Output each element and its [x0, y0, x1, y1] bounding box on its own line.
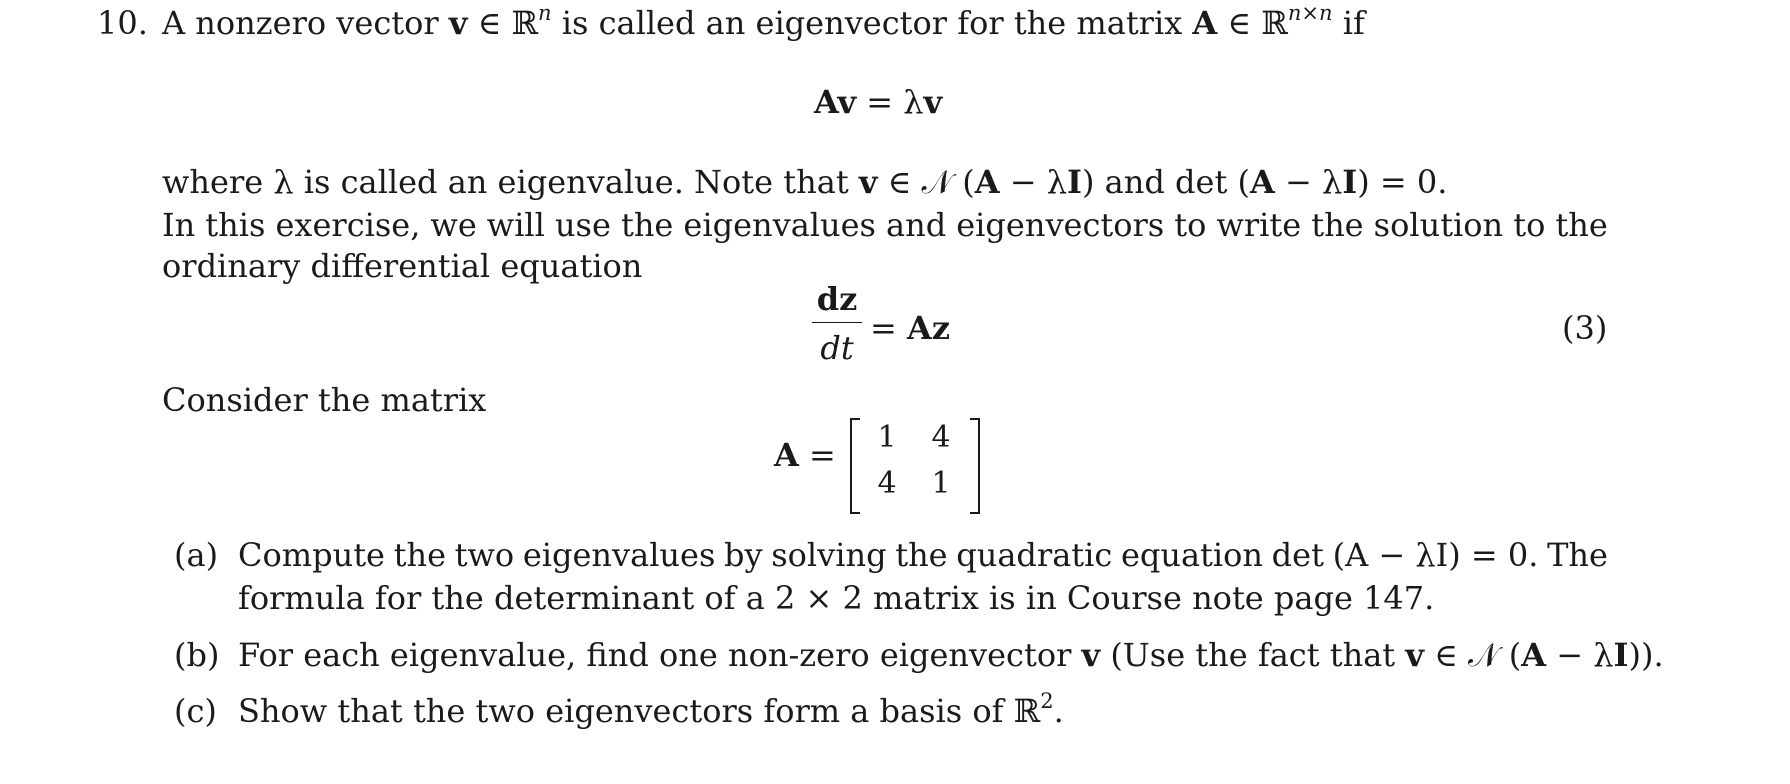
vector-v: v [448, 4, 468, 42]
exercise-line-2: ordinary differential equation [162, 247, 643, 285]
part-b-v2: v [1405, 636, 1424, 674]
part-b-label: (b) [174, 636, 220, 674]
word: the [1555, 206, 1608, 244]
equation-number: (3) [1562, 309, 1608, 347]
word: eigenvalues [522, 536, 716, 574]
right-bracket [970, 418, 980, 514]
word: the [393, 536, 447, 574]
word: solving [771, 536, 887, 574]
part-b-v1: v [1081, 636, 1101, 674]
word: use [554, 206, 611, 244]
word: exercise, [275, 206, 421, 244]
eq1-lhs: Av [814, 83, 857, 121]
superscript-nxn: n×n [1287, 1, 1333, 25]
word: solution [1373, 206, 1504, 244]
superscript-n: n [538, 1, 552, 25]
word: the [895, 536, 948, 574]
where-text-2: ∈ 𝒩 ( [877, 163, 975, 201]
word: the [1311, 206, 1364, 244]
where-A1: A [974, 163, 1000, 201]
matrix-cell: 1 [931, 466, 951, 501]
word: to [1513, 206, 1546, 244]
part-a-line-1 [238, 535, 1608, 575]
part-c-text-1: Show that the two eigenvectors form a basis of ℝ [238, 692, 1041, 730]
where-text-3: − λ [999, 163, 1068, 201]
part-b-I: I [1613, 636, 1629, 674]
where-A2: A [1249, 163, 1275, 201]
fraction-bar [812, 322, 862, 323]
where-I1: I [1067, 163, 1083, 201]
part-a-label: (a) [174, 536, 219, 574]
matrix-lhs-A: A [774, 436, 799, 474]
word: two [454, 536, 515, 574]
word: eigenvectors [956, 206, 1165, 244]
eigen-equation [814, 82, 942, 122]
ode-fraction [812, 280, 862, 367]
word: In [162, 206, 196, 244]
where-v: v [858, 163, 878, 201]
where-text-5: − λ [1274, 163, 1343, 201]
matrix-cell: 4 [931, 420, 951, 455]
ode-numerator: dz [816, 280, 858, 318]
part-b-text-4: − λ [1546, 636, 1614, 674]
matrix-cell: 4 [877, 466, 897, 501]
intro-text-3: is called an eigenvector for the matrix [551, 4, 1193, 42]
part-b-A: A [1521, 636, 1547, 674]
matrix-A: A [1192, 4, 1218, 42]
ode-rhs-expr: Az [906, 309, 950, 347]
word: by [724, 536, 763, 574]
part-c-superscript: 2 [1040, 689, 1054, 713]
ode-denominator: dt [820, 329, 854, 367]
word: equation [1120, 536, 1264, 574]
part-b-text-5: )). [1628, 636, 1664, 674]
where-text-4: ) and det ( [1082, 163, 1250, 201]
word: det [1271, 536, 1324, 574]
matrix-definition-lhs [774, 435, 836, 475]
matrix-cell: 1 [877, 420, 897, 455]
part-c-text-2: . [1053, 692, 1064, 730]
consider-text: Consider the matrix [162, 381, 487, 419]
part-b-text-1: For each eigenvalue, find one non-zero eigenvector [238, 636, 1082, 674]
matrix-equals: = [798, 436, 836, 474]
where-text-1: where λ is called an eigenvalue. Note that [162, 163, 859, 201]
word: and [886, 206, 947, 244]
part-b-text [238, 635, 1664, 675]
intro-text-4: ∈ ℝ [1217, 4, 1288, 42]
intro-text-5: if [1332, 4, 1365, 42]
matrix-A-display [850, 418, 980, 512]
where-I2: I [1342, 163, 1358, 201]
where-text-6: ) = 0. [1357, 163, 1448, 201]
part-a-line-2: formula for the determinant of a 2 × 2 matrix is in Course note page 147. [238, 579, 1435, 617]
word: we [430, 206, 477, 244]
word: will [486, 206, 545, 244]
part-c-text [238, 691, 1064, 731]
ode-rhs [870, 308, 950, 348]
word-expression: (A − λI) = 0. [1332, 536, 1539, 574]
word: quadratic [956, 536, 1113, 574]
problem-number: 10. [97, 4, 148, 42]
part-b-text-3: ∈ 𝒩 ( [1423, 636, 1522, 674]
word: Compute [238, 536, 385, 574]
intro-text-1: A nonzero vector [162, 4, 449, 42]
exercise-line-1 [162, 205, 1608, 245]
eq1-rhs: v [923, 83, 943, 121]
left-bracket [850, 418, 860, 514]
part-c-label: (c) [174, 692, 217, 730]
word: the [620, 206, 674, 244]
ode-equals: = [870, 309, 907, 347]
part-b-text-2: (Use the fact that [1100, 636, 1406, 674]
where-sentence [162, 162, 1447, 202]
word: to [1174, 206, 1207, 244]
word: eigenvalues [683, 206, 876, 244]
word: The [1547, 536, 1608, 574]
intro-text-2: ∈ ℝ [467, 4, 539, 42]
eq1-equals: = λ [856, 83, 924, 121]
word: this [205, 206, 266, 244]
intro-sentence [162, 3, 1365, 43]
word: write [1216, 206, 1302, 244]
